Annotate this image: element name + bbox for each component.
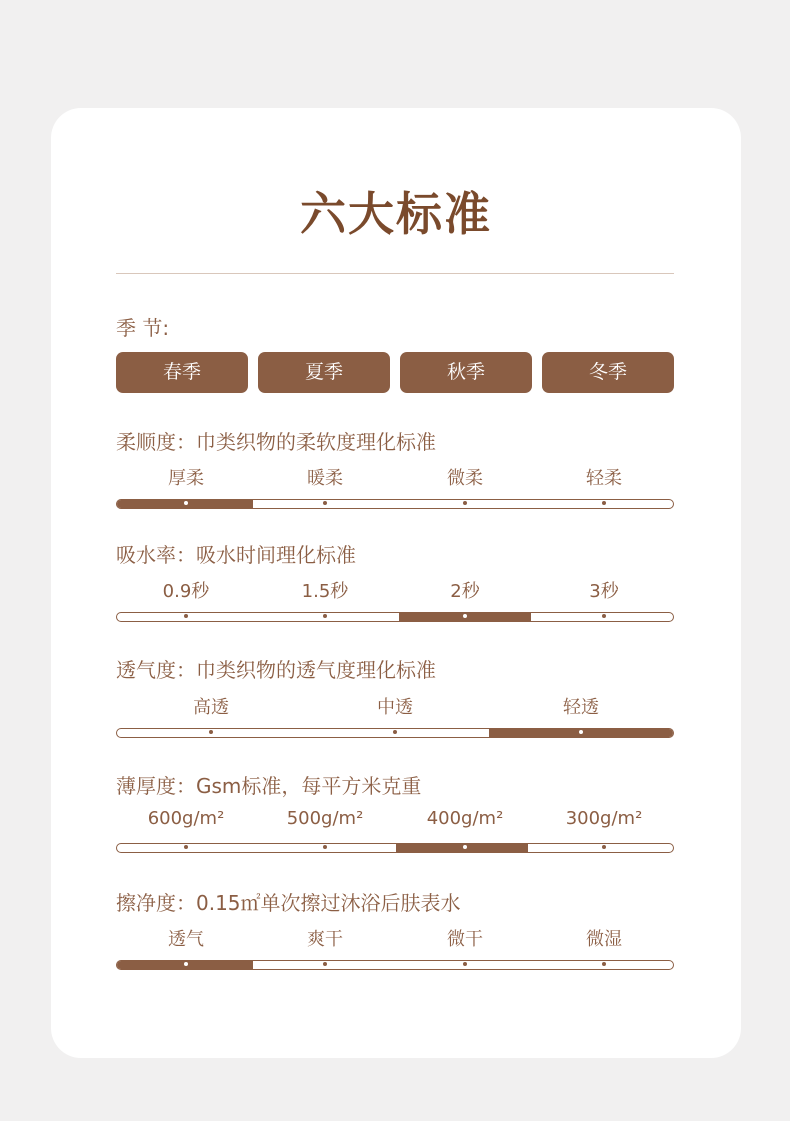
absorption-option: 2秒 [450, 581, 480, 602]
wipe-scale [116, 925, 674, 985]
breathability-option: 高透 [193, 697, 229, 718]
title-divider [116, 273, 674, 274]
absorption-option: 0.9秒 [162, 581, 210, 602]
wipe-marker [323, 962, 327, 966]
breathability-option: 中透 [377, 697, 413, 718]
softness-option: 轻柔 [586, 468, 622, 489]
thickness-option: 400g/m² [426, 808, 504, 829]
thickness-marker [184, 845, 188, 849]
wipe-marker [463, 962, 467, 966]
season-button-winter[interactable]: 冬季 [542, 352, 674, 393]
thickness-marker [323, 845, 327, 849]
wipe-marker [184, 962, 188, 966]
absorption-marker [463, 614, 467, 618]
wipe-track [116, 960, 674, 970]
breathability-marker [393, 730, 397, 734]
absorption-marker [602, 614, 606, 618]
breathability-label: 透气度：巾类织物的透气度理化标准 [116, 658, 436, 682]
thickness-selected-segment [396, 844, 528, 852]
breathability-marker [209, 730, 213, 734]
season-button-spring[interactable]: 春季 [116, 352, 248, 393]
season-label: 季 节: [116, 316, 170, 340]
page-title: 六大标准 [300, 187, 492, 241]
absorption-option: 1.5秒 [301, 581, 349, 602]
absorption-track [116, 612, 674, 622]
thickness-marker [463, 845, 467, 849]
thickness-marker [602, 845, 606, 849]
season-button-summer[interactable]: 夏季 [258, 352, 390, 393]
softness-marker [602, 501, 606, 505]
thickness-option: 500g/m² [286, 808, 364, 829]
standards-card [51, 108, 741, 1058]
season-button-row [116, 352, 674, 393]
softness-label: 柔顺度：巾类织物的柔软度理化标准 [116, 430, 436, 454]
absorption-option: 3秒 [589, 581, 619, 602]
absorption-marker [323, 614, 327, 618]
wipe-label: 擦净度：0.15㎡单次擦过沐浴后肤表水 [116, 891, 461, 915]
softness-marker [323, 501, 327, 505]
thickness-label: 薄厚度：Gsm标准，每平方米克重 [116, 774, 422, 798]
softness-option: 暖柔 [307, 468, 343, 489]
season-button-autumn[interactable]: 秋季 [400, 352, 532, 393]
softness-marker [463, 501, 467, 505]
softness-option: 厚柔 [168, 468, 204, 489]
breathability-option: 轻透 [563, 697, 599, 718]
softness-scale [116, 464, 674, 524]
thickness-option: 300g/m² [565, 808, 643, 829]
softness-track [116, 499, 674, 509]
absorption-scale [116, 577, 674, 637]
wipe-marker [602, 962, 606, 966]
wipe-option: 爽干 [307, 929, 343, 950]
softness-option: 微柔 [447, 468, 483, 489]
wipe-option: 微干 [447, 929, 483, 950]
wipe-option: 透气 [168, 929, 204, 950]
absorption-label: 吸水率：吸水时间理化标准 [116, 543, 356, 567]
wipe-option: 微湿 [586, 929, 622, 950]
softness-marker [184, 501, 188, 505]
thickness-option: 600g/m² [147, 808, 225, 829]
thickness-scale [116, 808, 674, 868]
absorption-marker [184, 614, 188, 618]
breathability-scale [116, 693, 674, 753]
thickness-track [116, 843, 674, 853]
breathability-marker [579, 730, 583, 734]
